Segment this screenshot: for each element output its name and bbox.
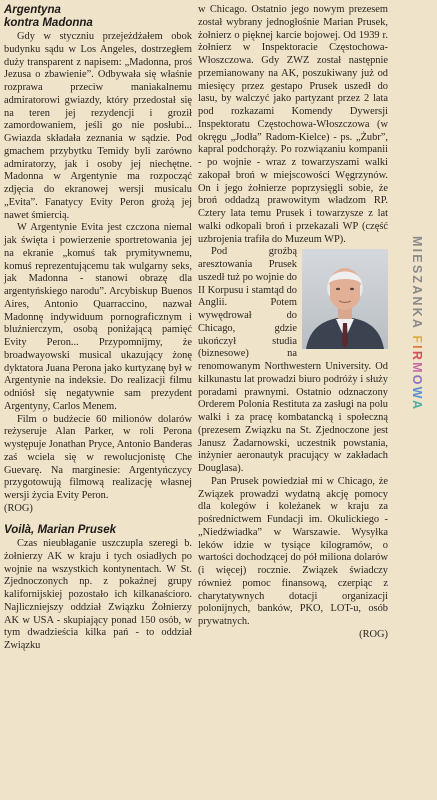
article1-paragraph: Film o budżecie 60 milionów dolarów reżyseruje Alan Parker, w roli Perona występuje Jonathan Pryce, Antonio Banderas zaś wciela się w rewolucjonistę Che Guevarę. Na marginesie: Argentyńczycy przygotowują filmową realizację własnej wersji życia Evity Peron. (4, 413, 192, 501)
article1-signature: (ROG) (4, 502, 33, 514)
article1-title-line1: Argentyna (4, 4, 61, 16)
section-label-word2-letter: A (410, 399, 424, 412)
article2-title: Voilà, Marian Prusek (4, 523, 117, 536)
section-label-letters (410, 236, 424, 411)
section-label-text (401, 236, 431, 412)
right-column (198, 4, 388, 642)
section-label (401, 236, 431, 412)
article1-title-line2: kontra Madonna (4, 16, 93, 29)
article2-paragraph-text: Pod groźbą aresztowania Prusek uszedł tuż po wojnie do II Korpusu i stamtąd do Anglii. Potem wywędrował do Chicago, gdzie ukończył studia (biznesowe) na renomowanym Northwestern University. Od kilkunastu lat prowadzi biuro podróży i służy poradami prawnymi. Ostatnio odznaczony Orderem Polonia Restituta za zasługi na polu walki i za pracę kombatancką i społeczną (prezesem Związku na St. Zjednoczone jest Janusz Żadarnowski, uczestnik powstania, inżynier aeronautyk pracujący w zakładach Douglasa). (198, 246, 388, 474)
section-label-word2-letter: W (410, 386, 424, 400)
article1-paragraph: W Argentynie Evita jest czczona niemal jak święta i powierzenie sportretowania jej na ekranie „komuś tak prymitywnemu, komuś reprezentującemu tak wulgarny seks, jak Madonna - stanowi obrazę dla argentyńskiego narodu”. Arcybiskup Buenos Aires, Antonio Quarraccino, nazwał Madonnę indywiduum pornograficznym i bluźnierczym, osobą poniżającą pamięć Evity Peron... Przypomnijmy, że broadwayowski musical ukazujący żonę dyktatora Juana Perona jako kurtyzanę był w Argentynie na indeksie. Do realizacji filmu odniósł się negatywnie sam prezydent Argentyny, Carlos Menem. (4, 222, 192, 412)
section-label-word2-letter: O (410, 374, 424, 387)
article2-paragraph: Czas nieubłaganie uszczupla szeregi b. żołnierzy AK w kraju i tych osiadłych po wojnie na wszystkich kontynentach. W St. Zjednoczonych np. z pokaźnej grupy kalifornijskiej pozostało ich kilkanaścioro. Najliczniejszy oddział Związku Żołnierzy AK w USA - skupiający ponad 150 osób, w tym dwadzieścia kilka pań - to oddział Związku (4, 538, 192, 651)
portrait-photo-icon (302, 249, 388, 349)
article2-paragraph: Pan Prusek powiedział mi w Chicago, że Związek prowadzi wydatną akcję pomocy dla kolegów i koleżanek w kraju za pośrednictwem Fundacji im. Okulickiego - „Niedźwiadka” w Warszawie. Wysyłka leków idzie w tysiące kilogramów, o wartości dochodzącej do pół miliona dolarów (i więcej) rocznie. Związek świadczy również pomoc finansową, czerpiąc z charytatywnych dotacji organizacji polonijnych, banków, PKO, LOT-u, osób prywatnych. (198, 475, 388, 627)
section-label-word2-letter: F (410, 335, 424, 346)
section-label-word2-letter: R (410, 350, 424, 363)
article2-paragraph (198, 246, 388, 476)
article1-paragraph: Gdy w styczniu przejeżdżałem obok budynku sądu w Los Angeles, dostrzegłem duży transparent z napisem: „Madonna, proś Jezusa o zbawienie”. Odbywała się właśnie rozprawa przeciw maniakalnemu admiratorowi gwiazdy, który przedostał się na teren jej rezydencji i groził zamordowaniem, jeśli go nie posłubi... Gwiazda składała zeznania w sądzie. Pod gmachem przybytku Temidy byli zarówno admiratorzy, jak i osoby jej niechętne. Madonna w Argentynie ma rozpocząć zdjęcia do ekranowej wersji musicalu „Evita”. Fanatycy Evity Peron grożą jej nawet śmiercią. (4, 31, 192, 221)
section-label-word2-letter: M (410, 362, 424, 375)
section-label-word2-letter: I (410, 345, 424, 351)
left-column (4, 4, 192, 653)
article1-title (4, 4, 192, 29)
section-label-word1: MIESZANKA (410, 236, 424, 336)
article2-paragraph-continued: w Chicago. Ostatnio jego nowym prezesem został wybrany jednogłośnie Marian Prusek, żołnierz o pięknej karcie bojowej. Od 1939 r. żołnierz w Inspektoracie Częstochowa-Włoszczowa. Gdy ZWZ został następnie przemianowany na AK, poszukiwany już od miesięcy przez gestapo Prusek uszedł do lasu, by walczyć jako partyzant przez 2 lata pod rozkazami Komendy Dywersji Inspektoratu Częstochowa-Włoszczowa (w okręgu „Jodła” Radom-Kielce) - ps. „Żubr”, kapral podchorąży. Po rozwiązaniu kompanii - po wojnie - wraz z towarzyszami walki zakopał broń w miejscowości Węgrzynów. On i jego żołnierze poprzysięgli sobie, że broń oddadzą prawowitym władzom RP. Cztery lata temu Prusek i towarzysze z lat walki odkopali broń i przekazali WP (część uzbrojenia trafiła do Muzeum WP). (198, 4, 388, 245)
article2-signature: (ROG) (359, 628, 388, 640)
